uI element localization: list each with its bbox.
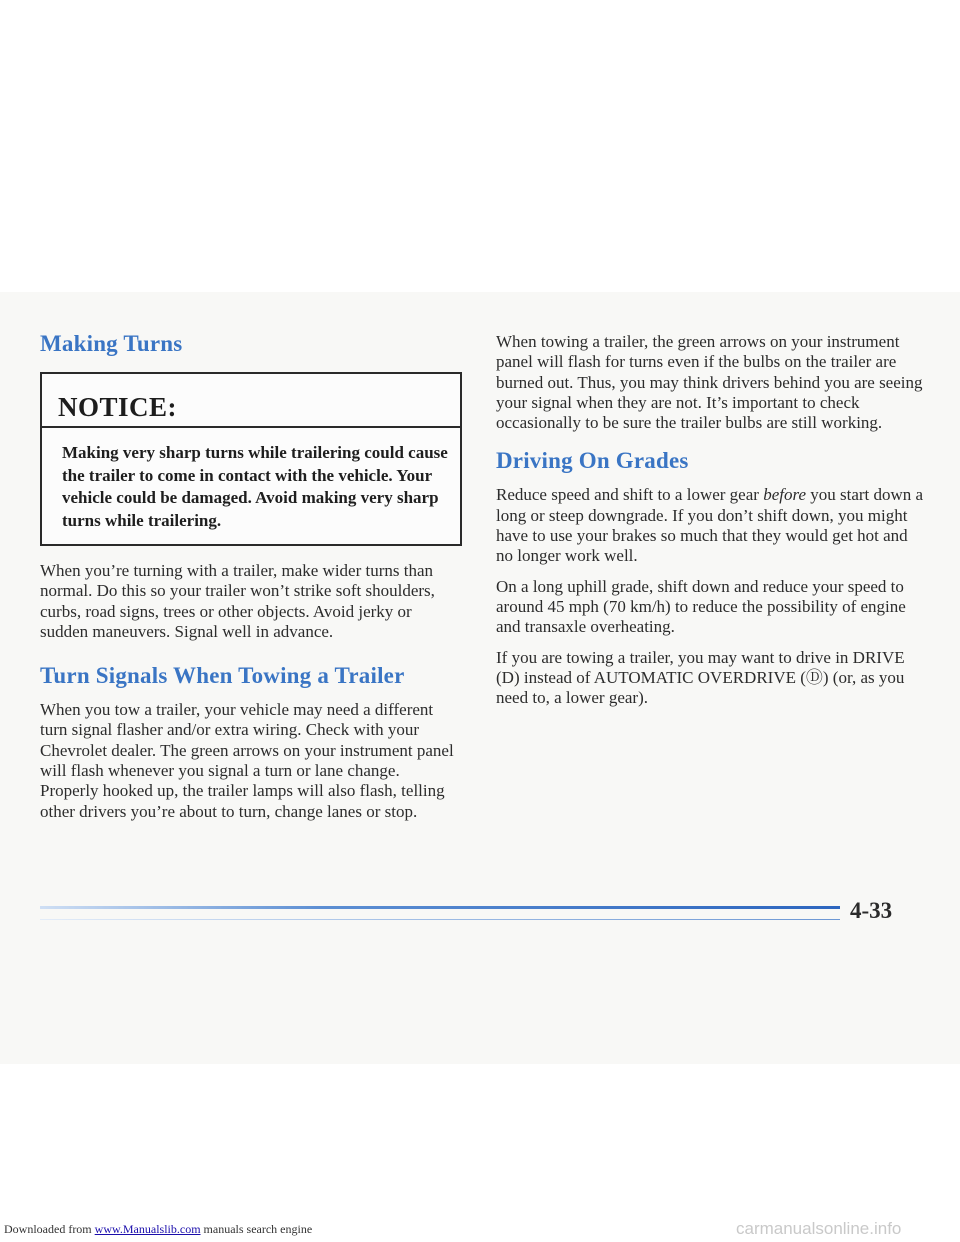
manualslib-link[interactable]: www.Manualslib.com [94,1222,201,1236]
emphasis-before: before [763,485,806,505]
footer-rule [40,906,840,909]
notice-title: NOTICE: [42,374,460,428]
paragraph-downgrade: Reduce speed and shift to a lower gear before you start down a long or steep downgrade. If you don’t shift down, you might have to use your brakes so much that they would get hot and no longer work well. [496,485,924,566]
notice-text: Making very sharp turns while trailering could cause the trailer to come in contact with the vehicle. Your vehicle could be damaged. Avoid making very sharp turns while trailering. [62,443,448,530]
notice-box [40,372,462,546]
download-credit: Downloaded from www.Manualslib.com manuals search engine [4,1222,313,1236]
paragraph-towing-drive: If you are towing a trailer, you may want to drive in DRIVE (D) instead of AUTOMATIC OVERDRIVE (Ⓓ) (or, as you need to, a lower gear). [496,647,905,708]
heading-turn-signals: Turn Signals When Towing a Trailer [40,663,405,689]
page-number: 4-33 [850,898,893,923]
right-column [496,330,926,708]
left-column [40,330,460,822]
heading-driving-on-grades: Driving On Grades [496,448,689,474]
paragraph-uphill: On a long uphill grade, shift down and reduce your speed to around 45 mph (70 km/h) to reduce the possibility of engine and transaxle overheating. [496,576,906,637]
paragraph-turn-signals: When you tow a trailer, your vehicle may need a different turn signal flasher and/or extra wiring. Check with your Chevrolet dealer. The green arrows on your instrument panel will flash whenever you signal a turn or lane change. Properly hooked up, the trailer lamps will also flash, telling other drivers you’re about to turn, change lanes or stop. [40,700,454,821]
footer-rule-thin [40,919,840,920]
paragraph-green-arrows: When towing a trailer, the green arrows on your instrument panel will flash for turns even if the bulbs on the trailer are burned out. Thus, you may think drivers behind you are seeing your signal when they are not. It’s important to check occasionally to be sure the trailer bulbs are still working. [496,332,923,433]
heading-making-turns: Making Turns [40,331,183,356]
watermark: carmanualsonline.info [736,1219,902,1238]
paragraph-wider-turns: When you’re turning with a trailer, make wider turns than normal. Do this so your trailer won’t strike soft shoulders, curbs, road signs, trees or other objects. Avoid jerky or sudden maneuvers. Signal well in advance. [40,561,435,641]
